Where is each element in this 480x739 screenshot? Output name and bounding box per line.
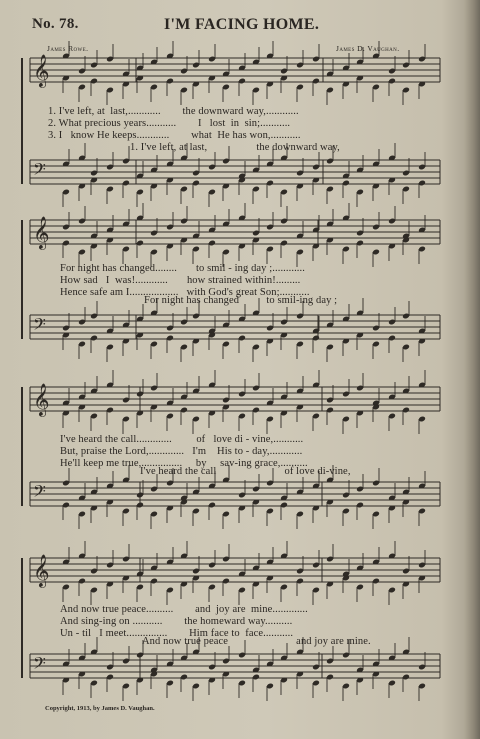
- verse-1-line: And now true peace.......... and joy are mine.............: [60, 604, 308, 615]
- bass-lyric-line: 1. I've left, at last, the downward way,: [130, 142, 340, 153]
- bass-lyric-line: And now true peace and joy are mine.: [142, 636, 371, 647]
- lyricist-credit: James Rowe.: [47, 44, 89, 53]
- verse-3-line: Un - til I meet............... Him face to face...........: [60, 628, 294, 639]
- bass-lyric-line: For night has changed to smil-ing day ;: [144, 295, 338, 306]
- treble-clef: 𝄞: [33, 554, 50, 587]
- bass-clef: 𝄢: [33, 159, 46, 183]
- verse-3-line: Hence safe am I.................. with God's great Son;...........: [60, 287, 310, 298]
- verse-1-line: For night has changed........ to smil - ing day ;............: [60, 263, 305, 274]
- treble-clef: 𝄞: [33, 54, 50, 87]
- treble-clef: 𝄞: [33, 383, 50, 416]
- verse-2-line: And sing-ing on ........... the homeward way..........: [60, 616, 293, 627]
- verse-2-line: 2. What precious years........... I lost in sin;...........: [48, 118, 291, 129]
- treble-clef: 𝄞: [33, 216, 50, 249]
- bass-lyric-line: I've heard the call of love di-vine,: [140, 466, 351, 477]
- hymn-number: No. 78.: [32, 16, 79, 32]
- bass-clef: 𝄢: [33, 481, 46, 505]
- verse-3-line: 3. I know He keeps............ what He has won,...........: [48, 130, 301, 141]
- bass-clef: 𝄢: [33, 653, 46, 677]
- verse-1-line: I've heard the call............. of love di - vine,...........: [60, 434, 304, 445]
- treble-staff: [30, 220, 440, 244]
- copyright-footer: Copyright, 1913, by James D. Vaughan.: [45, 705, 155, 712]
- hymn-title: I'M FACING HOME.: [164, 16, 320, 33]
- composer-credit: James D. Vaughan.: [336, 44, 400, 53]
- verse-3-line: He'll keep me true,............... by sav-ing grace,..........: [60, 458, 308, 469]
- verse-2-line: How sad I was!............ how strained within!.........: [60, 275, 301, 286]
- verse-2-line: But, praise the Lord,............. I'm His to - day,............: [60, 446, 303, 457]
- verse-1-line: 1. I've left, at last,............ the downward way,............: [48, 106, 299, 117]
- bass-staff: [30, 482, 440, 506]
- treble-staff: [30, 58, 440, 82]
- bass-clef: 𝄢: [33, 314, 46, 338]
